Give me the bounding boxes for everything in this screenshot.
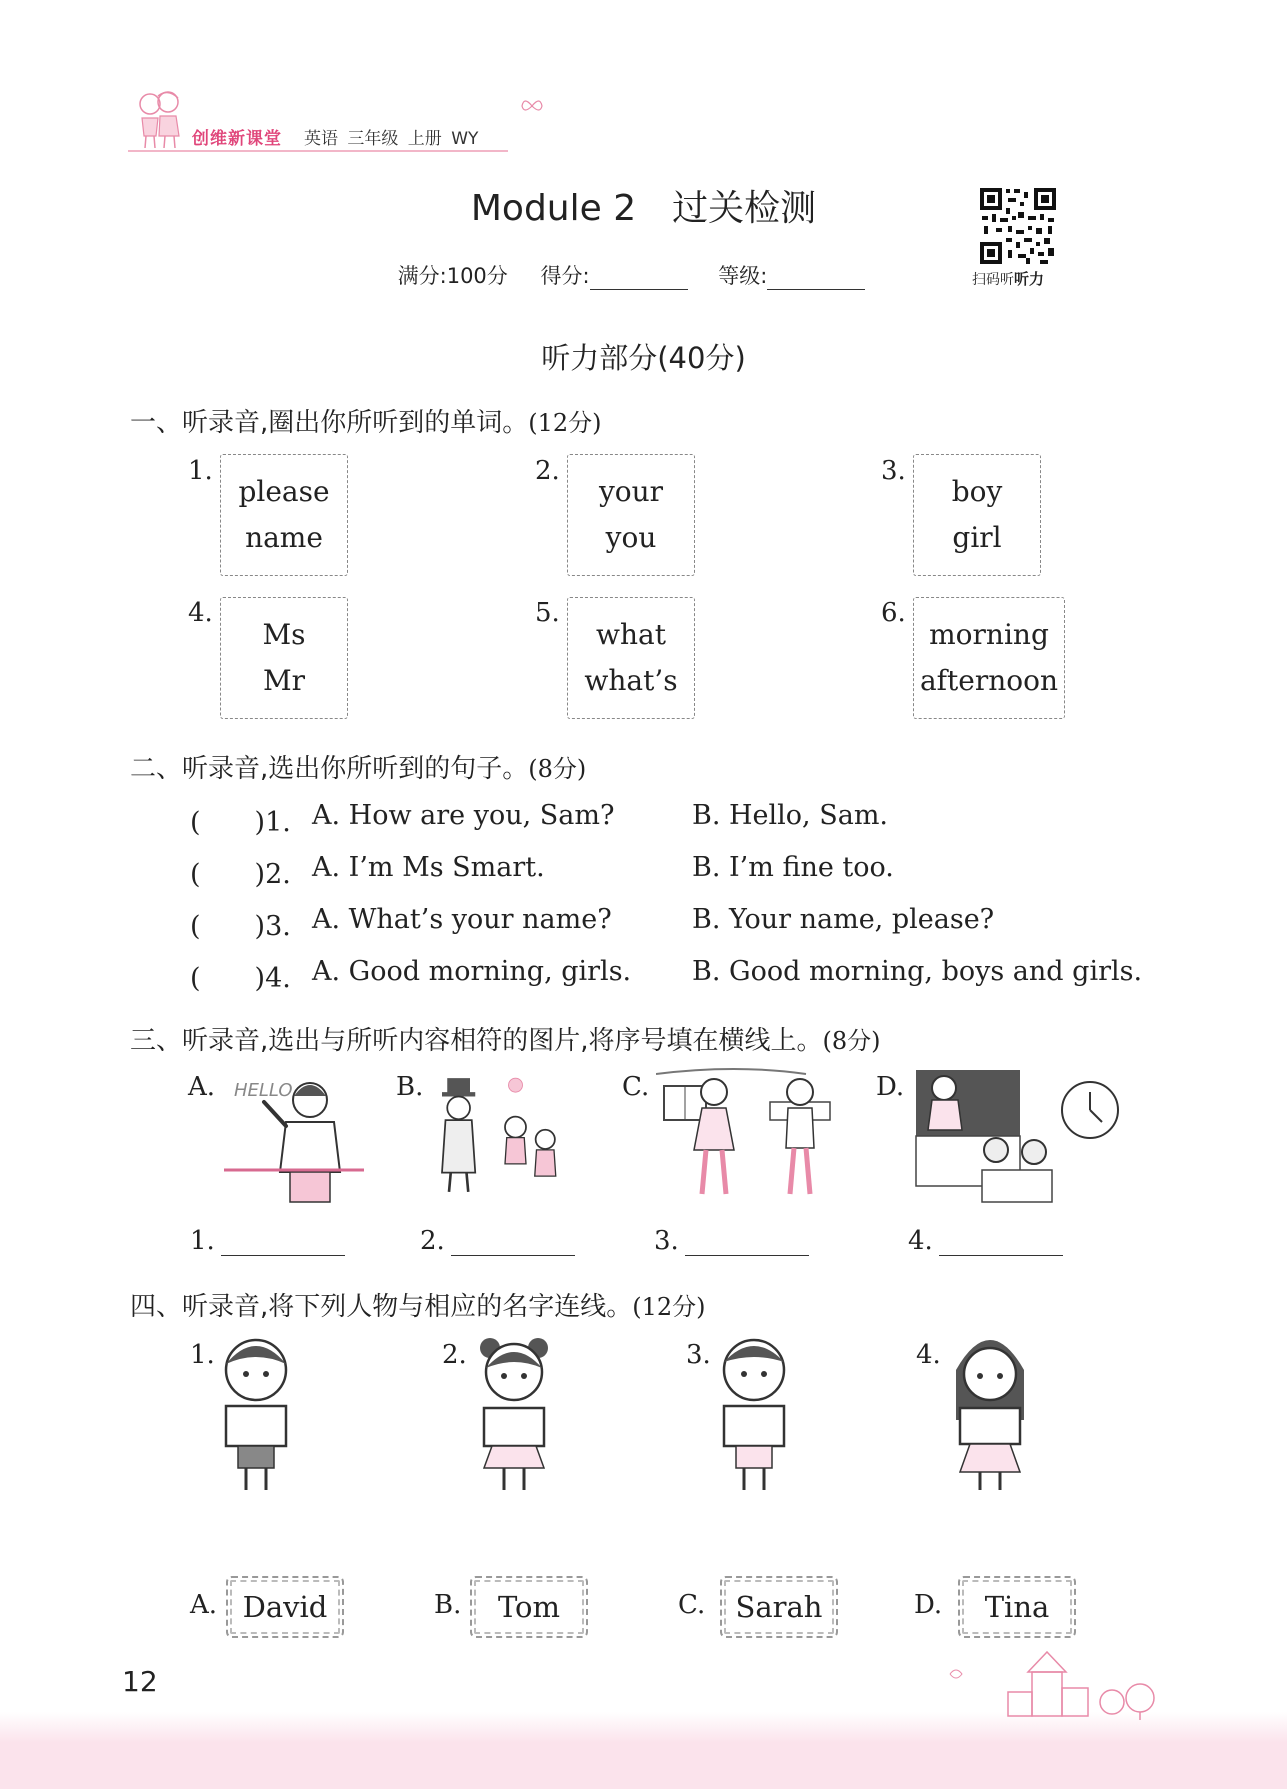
picture-label: D. [876, 1072, 905, 1102]
page-title: Module 2 过关检测 [470, 188, 817, 229]
option-b: B. Your name, please? [692, 904, 995, 935]
answer-paren[interactable]: ( )1. [190, 807, 291, 838]
q1-heading: 一、听录音,圈出你所听到的单词。(12分) [130, 408, 602, 438]
qr-code-icon[interactable] [978, 186, 1058, 266]
score-blank[interactable] [590, 267, 688, 290]
answer-paren[interactable]: ( )3. [190, 911, 291, 942]
answer-line[interactable]: 1. [190, 1226, 345, 1256]
book-info: 英语 三年级 上册 WY [304, 129, 479, 149]
word-choice-box[interactable]: morning afternoon [913, 597, 1065, 719]
option-a: A. How are you, Sam? [312, 800, 615, 831]
q1-item-number: 5. [535, 598, 560, 628]
answer-paren[interactable]: ( )4. [190, 963, 291, 994]
page-number: 12 [122, 1665, 158, 1698]
word-choice-box[interactable]: boy girl [913, 454, 1041, 576]
full-score-label: 满分:100分 [397, 264, 508, 288]
q3-heading: 三、听录音,选出与所听内容相符的图片,将序号填在横线上。(8分) [130, 1026, 881, 1056]
section-title: 听力部分(40分) [541, 341, 746, 375]
kid-number: 2. [442, 1340, 467, 1370]
brand-name: 创维新课堂 [192, 129, 282, 149]
word-choice-box[interactable]: what what’s [567, 597, 695, 719]
q1-item-number: 4. [188, 598, 213, 628]
answer-paren[interactable]: ( )2. [190, 859, 291, 890]
kid-number: 1. [190, 1340, 215, 1370]
classroom-morning-picture [912, 1066, 1122, 1204]
name-letter: D. [914, 1590, 943, 1620]
q2-heading: 二、听录音,选出你所听到的句子。(8分) [130, 754, 587, 784]
picture-label: A. [188, 1072, 216, 1102]
boy-waving-hello-picture [224, 1066, 364, 1204]
header-divider [128, 150, 508, 152]
answer-line[interactable]: 4. [908, 1226, 1063, 1256]
option-a: A. What’s your name? [312, 904, 612, 935]
word-choice-box[interactable]: please name [220, 454, 348, 576]
q1-item-number: 2. [535, 456, 560, 486]
boy-holding-sign-picture[interactable] [196, 1330, 316, 1500]
name-box-sarah[interactable]: Sarah [720, 1576, 838, 1638]
name-box-david[interactable]: David [226, 1576, 344, 1638]
option-a: A. I’m Ms Smart. [312, 852, 545, 883]
q1-item-number: 1. [188, 456, 213, 486]
picture-label: B. [396, 1072, 424, 1102]
hello-text: HELLO [234, 1080, 293, 1101]
boy-holding-sign-picture[interactable] [694, 1330, 814, 1500]
kid-number: 4. [916, 1340, 941, 1370]
option-a: A. Good morning, girls. [312, 956, 632, 987]
kid-number: 3. [686, 1340, 711, 1370]
q1-item-number: 6. [881, 598, 906, 628]
girl-and-boy-school-picture [656, 1066, 846, 1204]
name-box-tom[interactable]: Tom [470, 1576, 588, 1638]
q4-heading: 四、听录音,将下列人物与相应的名字连线。(12分) [130, 1292, 706, 1322]
kids-logo-icon [130, 88, 188, 150]
butterfly-icon [520, 96, 544, 116]
answer-line[interactable]: 3. [654, 1226, 809, 1256]
answer-line[interactable]: 2. [420, 1226, 575, 1256]
score-line [0, 260, 1287, 290]
option-b: B. Hello, Sam. [692, 800, 889, 831]
mr-and-children-picture [428, 1066, 568, 1204]
footer-band [0, 1712, 1287, 1789]
long-hair-girl-holding-sign-picture[interactable] [930, 1330, 1050, 1500]
word-choice-box[interactable]: Ms Mr [220, 597, 348, 719]
castle-decoration-icon [940, 1648, 1170, 1720]
option-b: B. Good morning, boys and girls. [692, 956, 1143, 987]
name-box-tina[interactable]: Tina [958, 1576, 1076, 1638]
word-choice-box[interactable]: your you [567, 454, 695, 576]
name-letter: B. [434, 1590, 462, 1620]
qr-caption: 扫码听听力 [972, 270, 1045, 288]
q1-item-number: 3. [881, 456, 906, 486]
girl-holding-sign-picture[interactable] [454, 1330, 574, 1500]
score-label: 得分: [540, 264, 590, 288]
grade-label: 等级: [718, 264, 768, 288]
name-letter: A. [190, 1590, 218, 1620]
picture-label: C. [622, 1072, 650, 1102]
grade-blank[interactable] [767, 267, 865, 290]
option-b: B. I’m fine too. [692, 852, 894, 883]
name-letter: C. [678, 1590, 706, 1620]
